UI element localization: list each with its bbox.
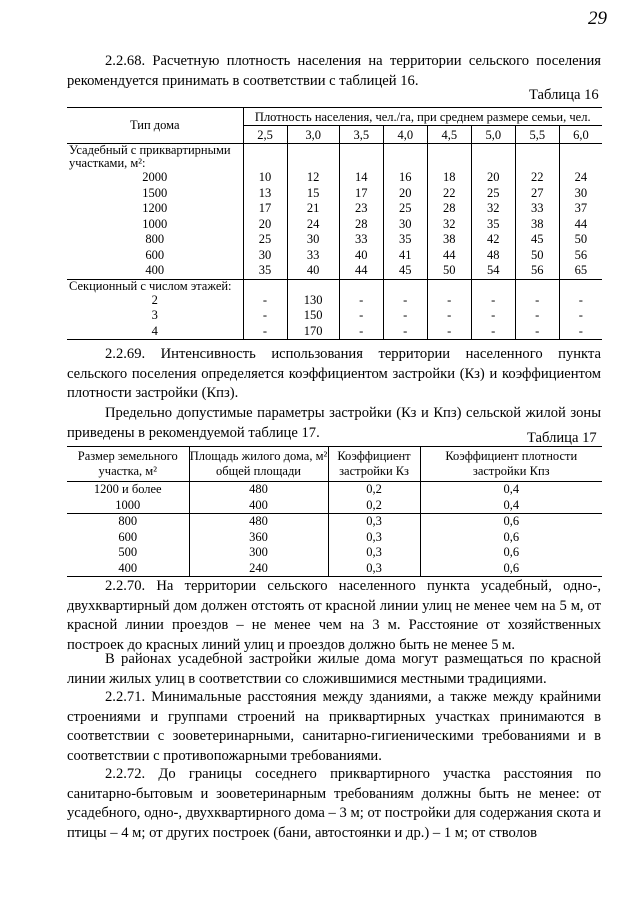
t17-cell: 0,3 <box>328 514 420 530</box>
t17-cell: 1200 и более <box>93 482 162 496</box>
page-number: 29 <box>588 8 607 29</box>
t16-cell: 20 <box>471 170 515 186</box>
t16-cell: 56 <box>515 263 559 279</box>
table-17 <box>67 446 602 577</box>
paragraph-2-2-70: 2.2.70. На территории сельского населенного пункта усадебный, одно-, двухквартирный дом должен отстоять от красной линии улиц не менее чем на 5 м, от красной линии проездов – не менее чем на 3 м. Расстояние от хозяйственных построек до красных линий улиц и проездов должно быть не менее 5 м. <box>67 578 601 653</box>
t16-cell: - <box>339 324 383 340</box>
t17-cell: 480 <box>189 482 328 498</box>
t16-cell: 50 <box>427 263 471 279</box>
t16-cell: 40 <box>287 263 339 279</box>
t17-cell: 0,4 <box>420 498 602 514</box>
t16-cell: 30 <box>559 186 602 202</box>
t16-family-size: 3,0 <box>287 126 339 144</box>
t17-cell: 0,6 <box>420 514 602 530</box>
t17-cell: 0,2 <box>328 498 420 514</box>
table-16 <box>67 107 602 340</box>
t17-cell: 600 <box>118 529 138 544</box>
t17-row <box>67 514 602 530</box>
t16-cell: 24 <box>559 170 602 186</box>
t17-row <box>67 482 602 498</box>
t16-header-density: Плотность населения, чел./га, при среднем размере семьи, чел. <box>243 108 602 126</box>
t16-cell: 25 <box>243 232 287 248</box>
t16-cell: - <box>427 308 471 324</box>
t16-row <box>67 248 602 264</box>
t16-cell: 10 <box>243 170 287 186</box>
t17-row <box>67 545 602 561</box>
t16-row <box>67 217 602 233</box>
t16-family-size: 3,5 <box>339 126 383 144</box>
t16-cell: 32 <box>427 217 471 233</box>
t16-cell: - <box>243 324 287 340</box>
t16-cell: - <box>515 324 559 340</box>
t16-row <box>67 308 602 324</box>
t16-cell: 16 <box>383 170 427 186</box>
t16-cell: 30 <box>287 232 339 248</box>
t16-group2-label: Секционный с числом этажей: <box>69 278 232 293</box>
t17-cell: 0,6 <box>420 530 602 546</box>
t16-row <box>67 324 602 340</box>
t16-cell: - <box>559 324 602 340</box>
t16-cell: - <box>339 293 383 309</box>
t16-cell: 40 <box>339 248 383 264</box>
t16-row <box>67 263 602 279</box>
t16-cell: 22 <box>515 170 559 186</box>
t16-cell: - <box>515 293 559 309</box>
t16-cell: - <box>471 308 515 324</box>
t16-cell: 23 <box>339 201 383 217</box>
t16-cell: 33 <box>287 248 339 264</box>
t17-cell: 240 <box>189 561 328 577</box>
t17-cell: 400 <box>189 498 328 514</box>
t16-cell: - <box>471 324 515 340</box>
t17-row <box>67 561 602 577</box>
t16-family-size: 6,0 <box>559 126 602 144</box>
t16-cell: - <box>243 308 287 324</box>
t16-cell: 14 <box>339 170 383 186</box>
t16-row <box>67 232 602 248</box>
t16-row-label: 4 <box>151 323 158 338</box>
t17-cell: 0,3 <box>328 530 420 546</box>
t16-cell: 20 <box>243 217 287 233</box>
table16-caption: Таблица 16 <box>529 87 599 103</box>
t16-cell: 38 <box>515 217 559 233</box>
t16-cell: 25 <box>383 201 427 217</box>
t16-cell: 17 <box>243 201 287 217</box>
t16-cell: 15 <box>287 186 339 202</box>
t17-header-cell: Коэффициент застройки Кз <box>328 447 420 482</box>
t16-cell: 25 <box>471 186 515 202</box>
paragraph-limits: Предельно допустимые параметры застройки (Кз и Кпз) сельской жилой зоны приведены в рекомендуемой таблице 17. <box>67 405 601 441</box>
paragraph-estates: В районах усадебной застройки жилые дома могут размещаться по красной линии жилых улиц в соответствии со сложившимися местными традициями. <box>67 651 601 687</box>
t16-cell: - <box>383 308 427 324</box>
t16-family-size: 5,0 <box>471 126 515 144</box>
t16-cell: - <box>427 324 471 340</box>
t16-cell: 35 <box>471 217 515 233</box>
t16-row-label: 800 <box>145 232 165 246</box>
t17-cell: 360 <box>189 530 328 546</box>
t16-cell: 32 <box>471 201 515 217</box>
t17-row <box>67 498 602 514</box>
t16-cell: 12 <box>287 170 339 186</box>
t16-row <box>67 293 602 309</box>
t16-cell: 170 <box>287 324 339 340</box>
t16-cell: - <box>383 293 427 309</box>
t16-cell: 24 <box>287 217 339 233</box>
t16-row <box>67 186 602 202</box>
t17-cell: 0,4 <box>420 482 602 498</box>
t16-row-label: 1000 <box>142 216 168 231</box>
t16-cell: 35 <box>383 232 427 248</box>
t16-row-label: 1500 <box>142 185 168 200</box>
t16-header-type: Тип дома <box>67 108 243 144</box>
t16-row-label: 600 <box>145 247 165 262</box>
t16-cell: 41 <box>383 248 427 264</box>
paragraph-2-2-71: 2.2.71. Минимальные расстояния между зданиями, а также между крайними строениями и группами строений на приквартирных участках принимаются в соответствии с зооветеринарными, санитарно-гигиеническими требованиями и в соответствии с противопожарными требованиями. <box>67 689 601 764</box>
t16-cell: 50 <box>515 248 559 264</box>
t16-cell: 33 <box>339 232 383 248</box>
t17-header-cell: Размер земельного участка, м² <box>67 447 189 482</box>
t17-cell: 1000 <box>115 497 141 512</box>
t16-cell: 130 <box>287 293 339 309</box>
t16-cell: 56 <box>559 248 602 264</box>
t16-cell: 42 <box>471 232 515 248</box>
t17-cell: 0,6 <box>420 545 602 561</box>
t16-cell: - <box>383 324 427 340</box>
paragraph-2-2-69: 2.2.69. Интенсивность использования территории населенного пункта сельского поселения определяется коэффициентом застройки (Кз) и коэффициентом плотности застройки (Кпз). <box>67 346 601 401</box>
t16-cell: 27 <box>515 186 559 202</box>
t16-cell: 50 <box>559 232 602 248</box>
t16-cell: 28 <box>339 217 383 233</box>
t16-cell: - <box>515 308 559 324</box>
t16-row <box>67 201 602 217</box>
t16-family-size: 5,5 <box>515 126 559 144</box>
t16-cell: 21 <box>287 201 339 217</box>
paragraph-2-2-72: 2.2.72. До границы соседнего приквартирного участка расстояния по санитарно-бытовым и зооветеринарным требованиям должны быть не менее: от усадебного, одно-, двухквартирного дома – 3 м; от постройки для содержания скота и птицы – 4 м; от других построек (бани, автостоянки и др.) – 1 м; от стволов <box>67 766 601 841</box>
t16-family-size: 4,0 <box>383 126 427 144</box>
t16-row-label: 3 <box>151 308 158 322</box>
t16-row <box>67 170 602 186</box>
t16-cell: 35 <box>243 263 287 279</box>
t16-cell: - <box>559 308 602 324</box>
t17-cell: 0,2 <box>328 482 420 498</box>
t16-cell: 17 <box>339 186 383 202</box>
t17-header-cell: Площадь жилого дома, м² общей площади <box>189 447 328 482</box>
t17-header-cell: Коэффициент плотности застройки Кпз <box>420 447 602 482</box>
t17-cell: 500 <box>118 545 138 559</box>
t17-cell: 300 <box>189 545 328 561</box>
t16-row-label: 2 <box>151 292 158 307</box>
t16-cell: - <box>559 293 602 309</box>
t16-cell: 18 <box>427 170 471 186</box>
t16-cell: 13 <box>243 186 287 202</box>
t16-cell: 38 <box>427 232 471 248</box>
t16-cell: 48 <box>471 248 515 264</box>
t16-cell: 22 <box>427 186 471 202</box>
t16-row-label: 400 <box>145 263 165 277</box>
table17-caption: Таблица 17 <box>527 430 597 446</box>
t16-cell: 37 <box>559 201 602 217</box>
t16-cell: - <box>243 293 287 309</box>
t17-cell: 0,3 <box>328 545 420 561</box>
t16-cell: 44 <box>427 248 471 264</box>
t16-cell: 28 <box>427 201 471 217</box>
t16-cell: 44 <box>339 263 383 279</box>
t16-cell: 30 <box>383 217 427 233</box>
t16-row-label: 1200 <box>142 201 168 215</box>
t17-row <box>67 530 602 546</box>
t16-cell: - <box>339 308 383 324</box>
t16-cell: 33 <box>515 201 559 217</box>
t16-row-label: 2000 <box>142 170 168 184</box>
t17-cell: 0,3 <box>328 561 420 577</box>
t16-cell: 54 <box>471 263 515 279</box>
t16-cell: 44 <box>559 217 602 233</box>
t16-family-size: 2,5 <box>243 126 287 144</box>
t16-cell: 150 <box>287 308 339 324</box>
t16-cell: 30 <box>243 248 287 264</box>
t16-cell: - <box>471 293 515 309</box>
t16-cell: - <box>427 293 471 309</box>
t17-cell: 400 <box>118 560 138 575</box>
t17-cell: 0,6 <box>420 561 602 577</box>
t17-cell: 800 <box>67 514 189 530</box>
t16-cell: 65 <box>559 263 602 279</box>
t16-cell: 20 <box>383 186 427 202</box>
t16-cell: 45 <box>383 263 427 279</box>
t16-family-size: 4,5 <box>427 126 471 144</box>
t16-group1-label: Усадебный с приквартирными участками, м²: <box>69 143 231 170</box>
paragraph-2-2-68: 2.2.68. Расчетную плотность населения на территории сельского поселения рекомендуется принимать в соответствии с таблицей 16. <box>67 53 601 89</box>
t17-cell: 480 <box>189 514 328 530</box>
t16-cell: 45 <box>515 232 559 248</box>
